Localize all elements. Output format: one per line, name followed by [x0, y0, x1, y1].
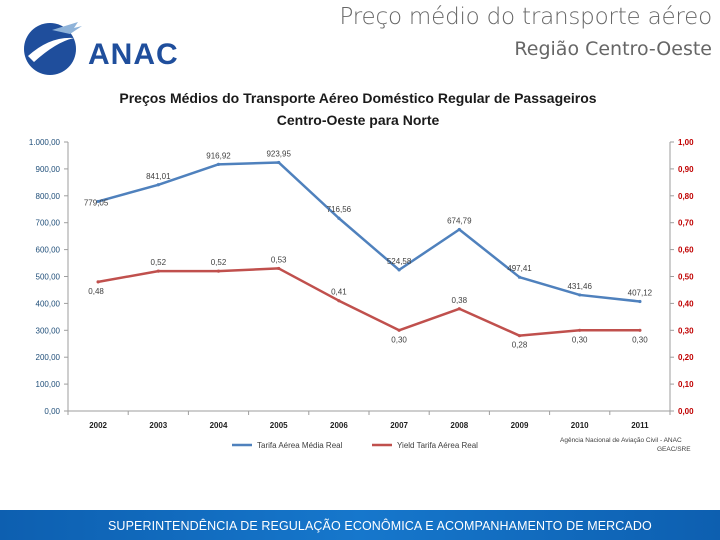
data-point — [458, 228, 461, 231]
data-point — [638, 329, 641, 332]
data-label: 779,05 — [83, 198, 109, 208]
right-axis-ticks — [670, 138, 694, 416]
price-chart — [0, 84, 720, 464]
data-label: 0,30 — [391, 335, 407, 345]
data-label: 0,30 — [632, 335, 648, 345]
data-labels — [84, 149, 653, 349]
data-point — [337, 299, 340, 302]
x-tick-label: 2006 — [330, 421, 348, 430]
x-tick-label: 2005 — [269, 421, 288, 430]
series-line-yield — [98, 268, 640, 335]
data-label: 0,52 — [210, 258, 227, 268]
source-line1: Agência Nacional de Aviação Civil - ANAC — [560, 437, 682, 444]
data-label: 674,79 — [447, 216, 472, 226]
data-point — [458, 307, 461, 310]
x-tick-label: 2009 — [510, 421, 529, 430]
chart-title-line1: Preços Médios do Transporte Aéreo Doméstico Regular de Passageiros — [119, 90, 597, 106]
data-label: 923,95 — [266, 149, 291, 159]
x-tick-label: 2004 — [209, 421, 228, 430]
page-subtitle: Região Centro-Oeste — [514, 38, 712, 60]
data-point — [578, 329, 581, 332]
data-label: 0,52 — [150, 258, 167, 268]
data-label: 841,01 — [146, 171, 171, 181]
data-point — [277, 161, 280, 164]
source-line2: GEAC/SRE — [657, 446, 691, 453]
right-tick-label: 0,90 — [678, 164, 694, 174]
data-label: 0,48 — [88, 286, 104, 296]
x-axis-ticks — [68, 411, 670, 430]
left-tick-label: 500,00 — [35, 272, 60, 282]
series-lines — [98, 162, 640, 335]
x-tick-label: 2008 — [450, 421, 469, 430]
data-label: 0,38 — [451, 295, 468, 305]
left-tick-label: 400,00 — [35, 299, 60, 309]
logo-text: ANAC — [88, 38, 179, 71]
data-label: 431,46 — [567, 281, 592, 291]
left-tick-label: 900,00 — [35, 164, 60, 174]
x-tick-label: 2003 — [149, 421, 168, 430]
left-tick-label: 800,00 — [35, 191, 60, 201]
data-label: 0,30 — [571, 335, 588, 345]
data-point — [157, 183, 160, 186]
left-tick-label: 200,00 — [35, 353, 60, 363]
data-point — [217, 270, 220, 273]
data-point — [638, 300, 641, 303]
right-tick-label: 0,40 — [678, 299, 694, 309]
data-label: 524,58 — [386, 256, 412, 266]
data-label: 0,28 — [511, 340, 528, 350]
right-tick-label: 0,20 — [678, 353, 694, 363]
anac-logo — [22, 18, 202, 80]
data-point — [157, 270, 160, 273]
left-tick-label: 300,00 — [35, 326, 60, 336]
right-tick-label: 0,80 — [678, 191, 694, 201]
x-tick-label: 2007 — [390, 421, 408, 430]
data-label: 916,92 — [206, 151, 231, 161]
legend-label-tarifa: Tarifa Aérea Média Real — [257, 441, 343, 450]
left-axis-ticks — [29, 138, 68, 416]
series-line-tarifa — [98, 162, 640, 301]
footer-bar — [0, 510, 720, 540]
x-tick-label: 2010 — [570, 421, 589, 430]
data-point — [277, 267, 280, 270]
data-point — [398, 329, 401, 332]
x-tick-label: 2002 — [89, 421, 107, 430]
right-tick-label: 0,50 — [678, 272, 694, 282]
data-label: 716,56 — [326, 205, 352, 215]
left-tick-label: 600,00 — [35, 245, 60, 255]
right-tick-label: 1,00 — [678, 138, 694, 147]
chart-canvas — [0, 84, 720, 464]
legend-label-yield: Yield Tarifa Aérea Real — [397, 441, 478, 450]
data-point — [518, 276, 521, 279]
data-point — [217, 163, 220, 166]
data-point — [398, 268, 401, 271]
data-point — [578, 293, 581, 296]
left-tick-label: 0,00 — [44, 407, 60, 416]
right-tick-label: 0,70 — [678, 218, 694, 228]
right-tick-label: 0,30 — [678, 326, 694, 336]
chart-title-line2: Centro-Oeste para Norte — [276, 112, 440, 128]
series-points — [97, 161, 642, 337]
page-title: Preço médio do transporte aéreo — [339, 4, 712, 30]
data-label: 497,41 — [507, 264, 532, 274]
right-tick-label: 0,60 — [678, 245, 694, 255]
left-tick-label: 1.000,00 — [28, 138, 60, 147]
data-label: 0,53 — [270, 255, 287, 265]
right-tick-label: 0,00 — [678, 407, 694, 416]
footer-text: SUPERINTENDÊNCIA DE REGULAÇÃO ECONÔMICA E ACOMPANHAMENTO DE MERCADO — [108, 519, 652, 533]
data-point — [518, 334, 521, 337]
data-label: 0,41 — [331, 287, 347, 297]
right-tick-label: 0,10 — [678, 380, 694, 390]
left-tick-label: 100,00 — [35, 380, 60, 390]
legend — [232, 441, 478, 450]
data-point — [97, 280, 100, 283]
data-point — [337, 217, 340, 220]
data-label: 407,12 — [627, 288, 653, 298]
x-tick-label: 2011 — [631, 421, 649, 430]
left-tick-label: 700,00 — [35, 218, 60, 228]
